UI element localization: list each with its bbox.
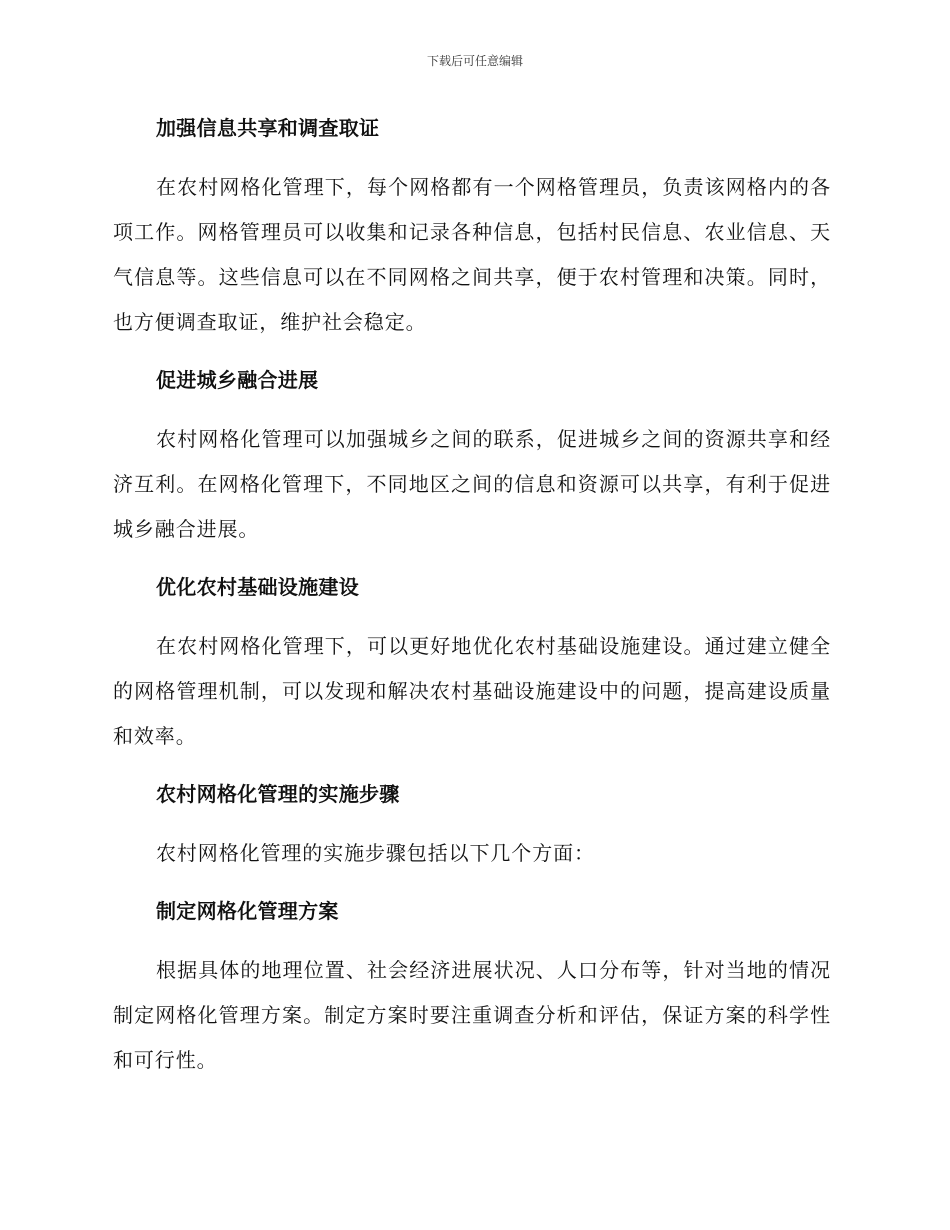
- section-heading: 优化农村基础设施建设: [156, 575, 359, 599]
- section-heading: 加强信息共享和调查取证: [156, 116, 380, 140]
- document-body: [113, 112, 831, 1083]
- section-paragraph: 在农村网格化管理下，可以更好地优化农村基础设施建设。通过建立健全的网格管理机制，可以发现和解决农村基础设施建设中的问题，提高建设质量和效率。: [113, 634, 831, 748]
- section-heading: 农村网格化管理的实施步骤: [156, 782, 400, 806]
- section-heading: 促进城乡融合进展: [156, 368, 319, 392]
- section-paragraph: 在农村网格化管理下，每个网格都有一个网格管理员，负责该网格内的各项工作。网格管理员可以收集和记录各种信息，包括村民信息、农业信息、天气信息等。这些信息可以在不同网格之间共享，便于农村管理和决策。同时，也方便调查取证，维护社会稳定。: [113, 175, 831, 334]
- section-paragraph: 农村网格化管理的实施步骤包括以下几个方面：: [156, 841, 595, 865]
- section-heading: 制定网格化管理方案: [156, 899, 339, 923]
- section-paragraph: 根据具体的地理位置、社会经济进展状况、人口分布等，针对当地的情况制定网格化管理方案。制定方案时要注重调查分析和评估，保证方案的科学性和可行性。: [113, 958, 831, 1072]
- page-header: 下载后可任意编辑: [426, 54, 523, 68]
- section-paragraph: 农村网格化管理可以加强城乡之间的联系，促进城乡之间的资源共享和经济互利。在网格化管理下，不同地区之间的信息和资源可以共享，有利于促进城乡融合进展。: [113, 427, 831, 541]
